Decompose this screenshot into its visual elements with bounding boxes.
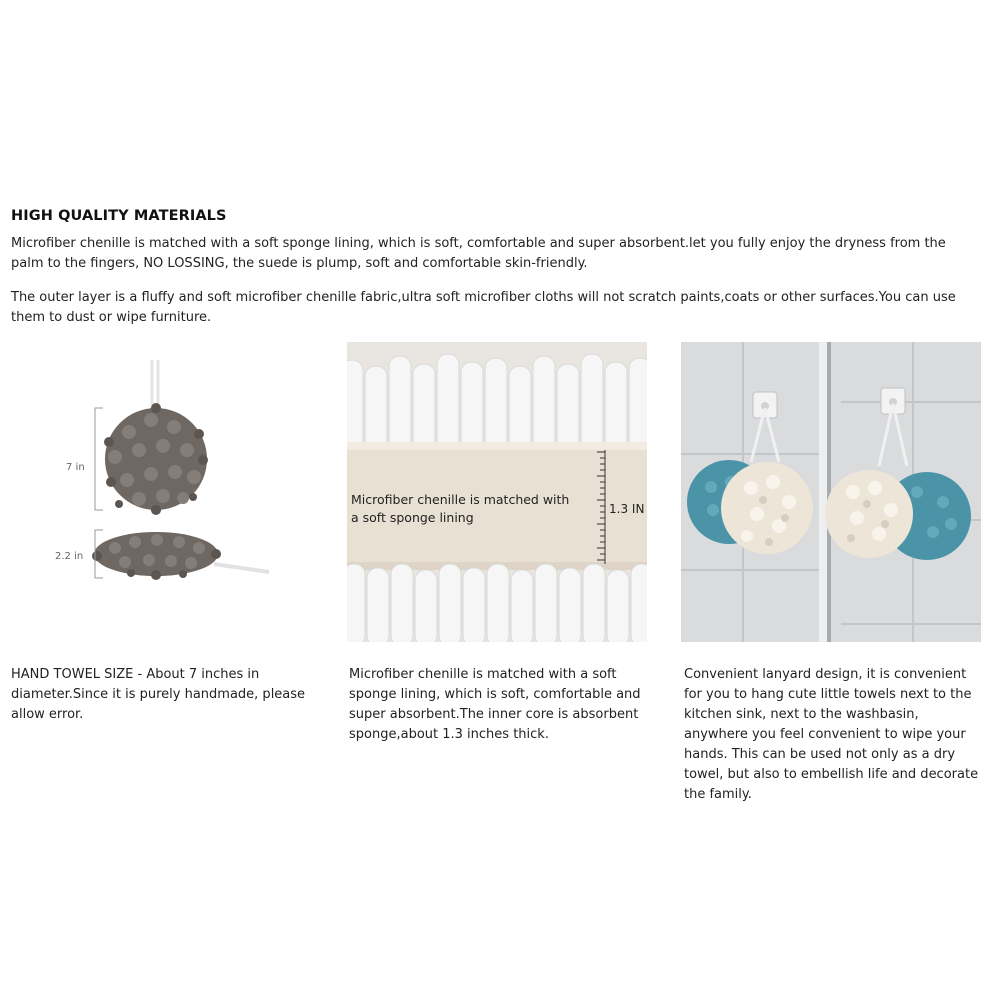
sponge-caption: Microfiber chenille is matched with a soft sponge lining, which is soft, comfortable and super absorbent.The inner core is absorbent sponge,about 1.3 inches thick. xyxy=(349,667,641,742)
intro-paragraph-1: Microfiber chenille is matched with a soft sponge lining, which is soft, comfortable and super absorbent.let you fully enjoy the dryness from the palm to the fingers, NO LOSSING, the suede is plump, soft and comfortable skin-friendly. xyxy=(11,236,946,271)
size-caption: HAND TOWEL SIZE - About 7 inches in diameter.Since it is purely handmade, please allow error. xyxy=(11,667,306,722)
section-heading: HIGH QUALITY MATERIALS xyxy=(11,208,227,224)
thickness-label: 2.2 in xyxy=(55,551,84,562)
intro-paragraph-2: The outer layer is a fluffy and soft microfiber chenille fabric,ultra soft microfiber cloths will not scratch paints,coats or other surfaces.You can use them to dust or wipe furniture. xyxy=(11,290,956,325)
cream-towel-ball-right xyxy=(825,470,913,558)
sponge-thickness-label: 1.3 IN xyxy=(609,502,645,516)
size-diagram-image xyxy=(11,342,311,642)
overlay-caption-line-1: Microfiber chenille is matched with xyxy=(351,492,570,507)
cross-section-image xyxy=(347,342,647,642)
hanging-towels-photo xyxy=(681,342,981,642)
diameter-label: 7 in xyxy=(66,462,85,473)
cream-towel-ball-left xyxy=(721,462,813,554)
lanyard-caption: Convenient lanyard design, it is convenient for you to hang cute little towels next to the kitchen sink, next to the washbasin, anywhere you feel convenient to wipe your hands. This can be used not only as a dry towel, but also to embellish life and decorate the family. xyxy=(684,667,979,802)
overlay-caption-line-2: a soft sponge lining xyxy=(351,510,474,525)
